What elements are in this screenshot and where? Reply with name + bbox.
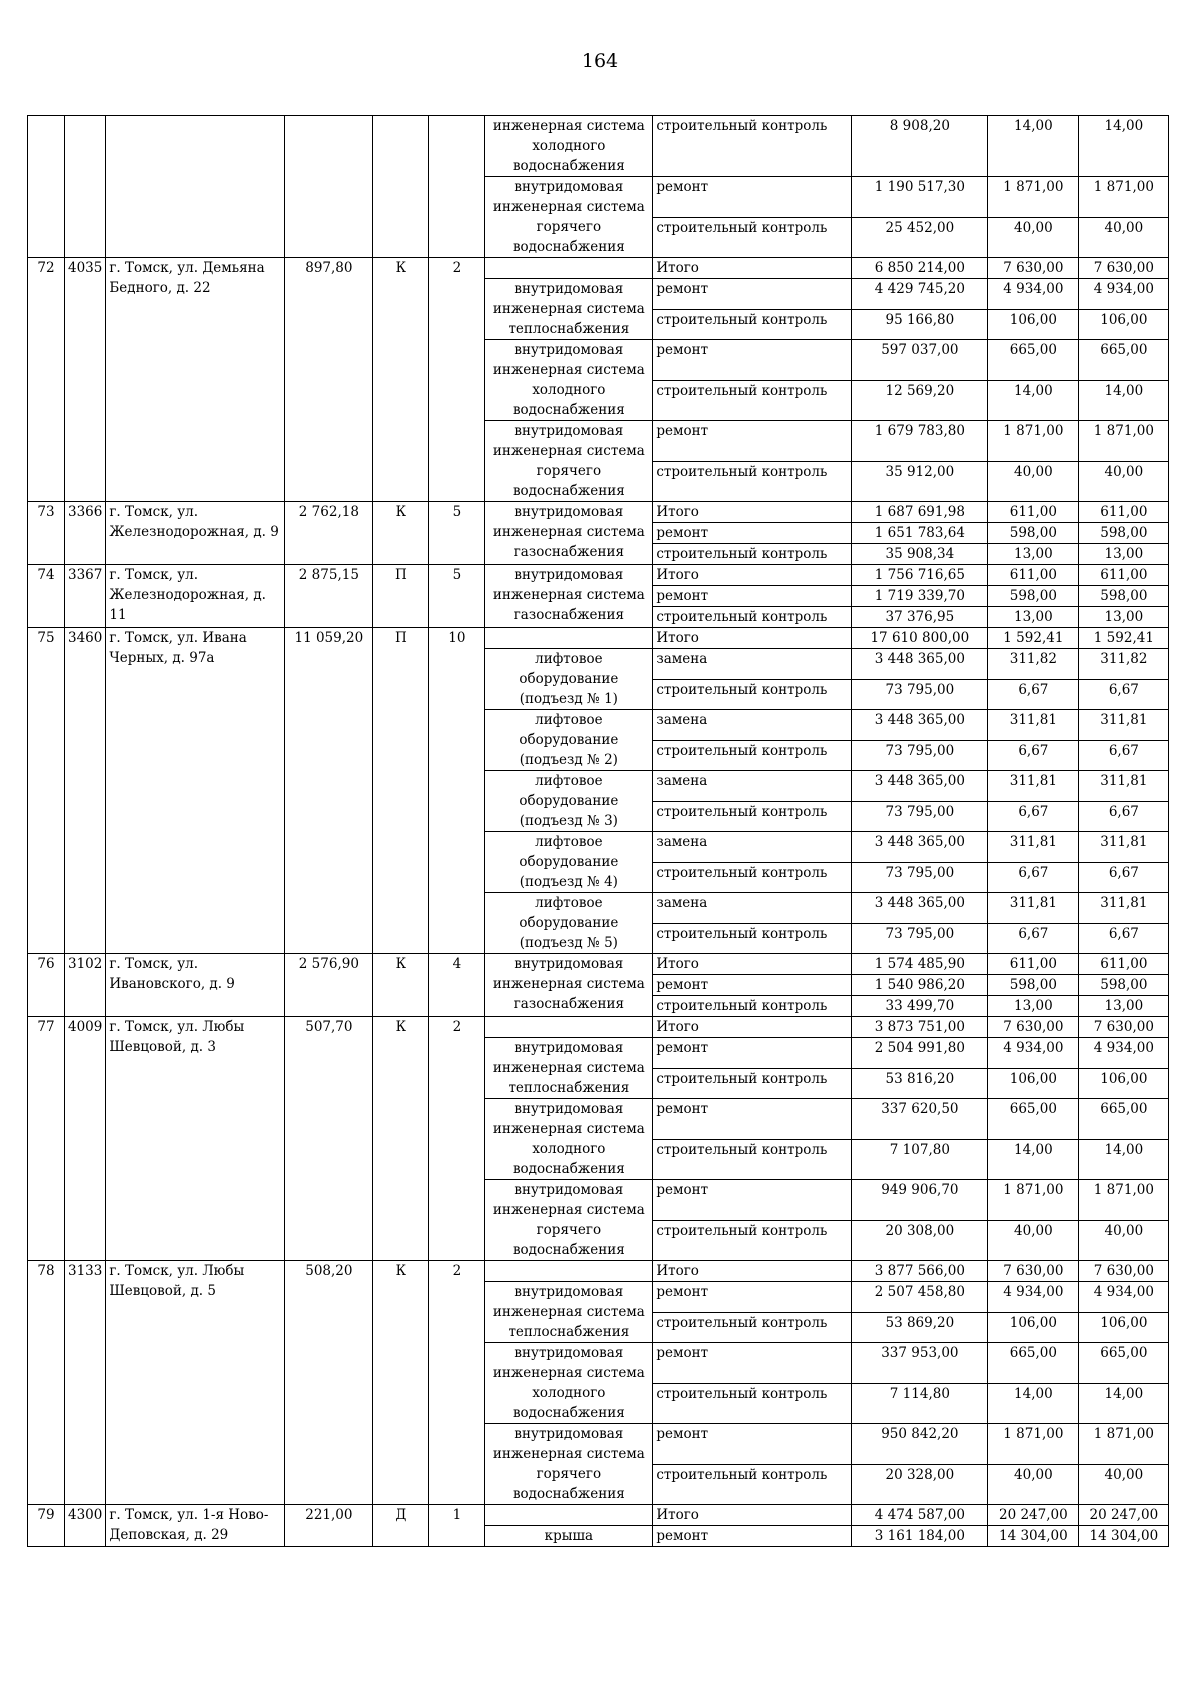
- work-type-cell: строительный контроль: [653, 679, 852, 710]
- element-cell: внутридомовая инженерная система холодного водоснабжения: [485, 1099, 653, 1180]
- cost-cell: 73 795,00: [852, 679, 988, 710]
- max-unit-cost-cell: 665,00: [1079, 1343, 1169, 1384]
- cost-cell: 12 569,20: [852, 380, 988, 421]
- cost-cell: 7 107,80: [852, 1139, 988, 1180]
- building-code-cell: 3367: [65, 565, 106, 628]
- max-unit-cost-cell: 14,00: [1079, 1383, 1169, 1424]
- cost-cell: 20 308,00: [852, 1220, 988, 1261]
- row-number-cell: 72: [28, 258, 65, 502]
- cost-cell: 35 908,34: [852, 544, 988, 565]
- unit-cost-cell: 1 871,00: [988, 1180, 1079, 1221]
- table-row: [28, 502, 1169, 523]
- max-unit-cost-cell: 106,00: [1079, 1312, 1169, 1343]
- max-unit-cost-cell: 14,00: [1079, 380, 1169, 421]
- cost-cell: 3 161 184,00: [852, 1526, 988, 1547]
- continued-cell: [65, 116, 106, 258]
- max-unit-cost-cell: 611,00: [1079, 565, 1169, 586]
- address-cell: г. Томск, ул. 1-я Ново-Деповская, д. 29: [106, 1505, 285, 1547]
- max-unit-cost-cell: 4 934,00: [1079, 1038, 1169, 1069]
- work-type-cell: строительный контроль: [653, 740, 852, 771]
- element-cell: внутридомовая инженерная система холодного водоснабжения: [485, 1343, 653, 1424]
- cost-cell: 3 448 365,00: [852, 649, 988, 680]
- cost-cell: 3 448 365,00: [852, 771, 988, 802]
- max-unit-cost-cell: 40,00: [1079, 217, 1169, 258]
- area-cell: 11 059,20: [285, 628, 373, 954]
- unit-cost-cell: 311,81: [988, 832, 1079, 863]
- max-unit-cost-cell: 6,67: [1079, 801, 1169, 832]
- unit-cost-cell: 4 934,00: [988, 1282, 1079, 1313]
- table-row: [28, 258, 1169, 279]
- address-cell: г. Томск, ул. Любы Шевцовой, д. 3: [106, 1017, 285, 1261]
- area-cell: 221,00: [285, 1505, 373, 1547]
- area-cell: 2 875,15: [285, 565, 373, 628]
- unit-cost-cell: 14 304,00: [988, 1526, 1079, 1547]
- unit-cost-cell: 14,00: [988, 380, 1079, 421]
- cost-cell: 73 795,00: [852, 801, 988, 832]
- work-type-cell: ремонт: [653, 177, 852, 218]
- cost-cell: 3 448 365,00: [852, 832, 988, 863]
- work-type-cell: строительный контроль: [653, 801, 852, 832]
- max-unit-cost-cell: 6,67: [1079, 679, 1169, 710]
- work-type-cell: Итого: [653, 628, 852, 649]
- max-unit-cost-cell: 311,82: [1079, 649, 1169, 680]
- repair-schedule-table: [27, 115, 1169, 1547]
- element-cell: внутридомовая инженерная система холодного водоснабжения: [485, 340, 653, 421]
- building-code-cell: 3366: [65, 502, 106, 565]
- unit-cost-cell: 665,00: [988, 1343, 1079, 1384]
- continued-cell: [28, 116, 65, 258]
- address-cell: г. Томск, ул. Железнодорожная, д. 11: [106, 565, 285, 628]
- row-number-cell: 79: [28, 1505, 65, 1547]
- element-cell: [485, 1261, 653, 1282]
- work-type-cell: Итого: [653, 1261, 852, 1282]
- row-number-cell: 75: [28, 628, 65, 954]
- unit-cost-cell: 6,67: [988, 679, 1079, 710]
- wall-material-cell: К: [373, 954, 429, 1017]
- element-cell: внутридомовая инженерная система горячего водоснабжения: [485, 1424, 653, 1505]
- work-type-cell: строительный контроль: [653, 1220, 852, 1261]
- max-unit-cost-cell: 13,00: [1079, 607, 1169, 628]
- area-cell: 2 576,90: [285, 954, 373, 1017]
- work-type-cell: Итого: [653, 954, 852, 975]
- element-cell: инженерная система холодного водоснабжения: [485, 116, 653, 177]
- work-type-cell: строительный контроль: [653, 217, 852, 258]
- cost-cell: 20 328,00: [852, 1464, 988, 1505]
- cost-cell: 337 620,50: [852, 1099, 988, 1140]
- area-cell: 897,80: [285, 258, 373, 502]
- unit-cost-cell: 598,00: [988, 523, 1079, 544]
- table-row: [28, 565, 1169, 586]
- continued-cell: [373, 116, 429, 258]
- work-type-cell: Итого: [653, 1505, 852, 1526]
- work-type-cell: ремонт: [653, 1424, 852, 1465]
- element-cell: [485, 1505, 653, 1526]
- work-type-cell: строительный контроль: [653, 309, 852, 340]
- work-type-cell: ремонт: [653, 1180, 852, 1221]
- work-type-cell: ремонт: [653, 1038, 852, 1069]
- area-cell: 2 762,18: [285, 502, 373, 565]
- element-cell: внутридомовая инженерная система горячего водоснабжения: [485, 1180, 653, 1261]
- cost-cell: 95 166,80: [852, 309, 988, 340]
- max-unit-cost-cell: 6,67: [1079, 923, 1169, 954]
- work-type-cell: ремонт: [653, 279, 852, 310]
- unit-cost-cell: 311,81: [988, 893, 1079, 924]
- unit-cost-cell: 13,00: [988, 607, 1079, 628]
- cost-cell: 1 719 339,70: [852, 586, 988, 607]
- unit-cost-cell: 106,00: [988, 1068, 1079, 1099]
- floors-cell: 2: [429, 1017, 485, 1261]
- work-type-cell: строительный контроль: [653, 923, 852, 954]
- max-unit-cost-cell: 1 592,41: [1079, 628, 1169, 649]
- work-type-cell: строительный контроль: [653, 862, 852, 893]
- unit-cost-cell: 14,00: [988, 1383, 1079, 1424]
- element-cell: [485, 628, 653, 649]
- max-unit-cost-cell: 1 871,00: [1079, 177, 1169, 218]
- cost-cell: 1 687 691,98: [852, 502, 988, 523]
- cost-cell: 3 448 365,00: [852, 710, 988, 741]
- unit-cost-cell: 311,81: [988, 771, 1079, 802]
- cost-cell: 2 507 458,80: [852, 1282, 988, 1313]
- building-code-cell: 3102: [65, 954, 106, 1017]
- max-unit-cost-cell: 6,67: [1079, 740, 1169, 771]
- cost-cell: 1 540 986,20: [852, 975, 988, 996]
- floors-cell: 5: [429, 502, 485, 565]
- address-cell: г. Томск, ул. Любы Шевцовой, д. 5: [106, 1261, 285, 1505]
- unit-cost-cell: 311,81: [988, 710, 1079, 741]
- address-cell: г. Томск, ул. Железнодорожная, д. 9: [106, 502, 285, 565]
- cost-cell: 2 504 991,80: [852, 1038, 988, 1069]
- table-row: [28, 116, 1169, 177]
- building-code-cell: 3460: [65, 628, 106, 954]
- wall-material-cell: П: [373, 628, 429, 954]
- row-number-cell: 74: [28, 565, 65, 628]
- unit-cost-cell: 6,67: [988, 801, 1079, 832]
- row-number-cell: 76: [28, 954, 65, 1017]
- unit-cost-cell: 1 871,00: [988, 1424, 1079, 1465]
- unit-cost-cell: 598,00: [988, 975, 1079, 996]
- work-type-cell: строительный контроль: [653, 116, 852, 177]
- unit-cost-cell: 13,00: [988, 544, 1079, 565]
- building-code-cell: 4035: [65, 258, 106, 502]
- cost-cell: 950 842,20: [852, 1424, 988, 1465]
- floors-cell: 10: [429, 628, 485, 954]
- table-row: [28, 628, 1169, 649]
- unit-cost-cell: 106,00: [988, 309, 1079, 340]
- cost-cell: 1 190 517,30: [852, 177, 988, 218]
- wall-material-cell: П: [373, 565, 429, 628]
- cost-cell: 73 795,00: [852, 923, 988, 954]
- wall-material-cell: К: [373, 1261, 429, 1505]
- unit-cost-cell: 6,67: [988, 923, 1079, 954]
- floors-cell: 2: [429, 1261, 485, 1505]
- work-type-cell: ремонт: [653, 975, 852, 996]
- cost-cell: 33 499,70: [852, 996, 988, 1017]
- max-unit-cost-cell: 13,00: [1079, 544, 1169, 565]
- floors-cell: 5: [429, 565, 485, 628]
- max-unit-cost-cell: 311,81: [1079, 832, 1169, 863]
- cost-cell: 597 037,00: [852, 340, 988, 381]
- row-number-cell: 73: [28, 502, 65, 565]
- work-type-cell: строительный контроль: [653, 1068, 852, 1099]
- max-unit-cost-cell: 665,00: [1079, 340, 1169, 381]
- max-unit-cost-cell: 311,81: [1079, 710, 1169, 741]
- address-cell: г. Томск, ул. Демьяна Бедного, д. 22: [106, 258, 285, 502]
- unit-cost-cell: 1 871,00: [988, 421, 1079, 462]
- wall-material-cell: Д: [373, 1505, 429, 1547]
- continued-cell: [429, 116, 485, 258]
- max-unit-cost-cell: 6,67: [1079, 862, 1169, 893]
- max-unit-cost-cell: 7 630,00: [1079, 1017, 1169, 1038]
- table-row: [28, 1017, 1169, 1038]
- work-type-cell: ремонт: [653, 1099, 852, 1140]
- unit-cost-cell: 40,00: [988, 1220, 1079, 1261]
- unit-cost-cell: 665,00: [988, 1099, 1079, 1140]
- element-cell: внутридомовая инженерная система газоснабжения: [485, 565, 653, 628]
- max-unit-cost-cell: 40,00: [1079, 461, 1169, 502]
- address-cell: г. Томск, ул. Ивана Черных, д. 97а: [106, 628, 285, 954]
- cost-cell: 37 376,95: [852, 607, 988, 628]
- row-number-cell: 78: [28, 1261, 65, 1505]
- table-row: [28, 1261, 1169, 1282]
- work-type-cell: строительный контроль: [653, 996, 852, 1017]
- cost-cell: 3 877 566,00: [852, 1261, 988, 1282]
- floors-cell: 1: [429, 1505, 485, 1547]
- page-number: 164: [581, 50, 619, 72]
- max-unit-cost-cell: 1 871,00: [1079, 1424, 1169, 1465]
- cost-cell: 53 869,20: [852, 1312, 988, 1343]
- cost-cell: 3 873 751,00: [852, 1017, 988, 1038]
- max-unit-cost-cell: 311,81: [1079, 771, 1169, 802]
- work-type-cell: ремонт: [653, 421, 852, 462]
- unit-cost-cell: 7 630,00: [988, 1017, 1079, 1038]
- building-code-cell: 4009: [65, 1017, 106, 1261]
- max-unit-cost-cell: 4 934,00: [1079, 279, 1169, 310]
- building-code-cell: 4300: [65, 1505, 106, 1547]
- max-unit-cost-cell: 14 304,00: [1079, 1526, 1169, 1547]
- max-unit-cost-cell: 598,00: [1079, 975, 1169, 996]
- cost-cell: 17 610 800,00: [852, 628, 988, 649]
- element-cell: лифтовое оборудование (подъезд № 3): [485, 771, 653, 832]
- unit-cost-cell: 13,00: [988, 996, 1079, 1017]
- cost-cell: 73 795,00: [852, 862, 988, 893]
- work-type-cell: Итого: [653, 502, 852, 523]
- element-cell: [485, 258, 653, 279]
- max-unit-cost-cell: 106,00: [1079, 1068, 1169, 1099]
- cost-cell: 53 816,20: [852, 1068, 988, 1099]
- floors-cell: 4: [429, 954, 485, 1017]
- cost-cell: 8 908,20: [852, 116, 988, 177]
- wall-material-cell: К: [373, 258, 429, 502]
- max-unit-cost-cell: 598,00: [1079, 586, 1169, 607]
- work-type-cell: строительный контроль: [653, 1383, 852, 1424]
- cost-cell: 3 448 365,00: [852, 893, 988, 924]
- cost-cell: 1 651 783,64: [852, 523, 988, 544]
- cost-cell: 1 574 485,90: [852, 954, 988, 975]
- cost-cell: 35 912,00: [852, 461, 988, 502]
- wall-material-cell: К: [373, 502, 429, 565]
- table-body: [28, 116, 1169, 1547]
- table-row: [28, 954, 1169, 975]
- work-type-cell: замена: [653, 710, 852, 741]
- work-type-cell: ремонт: [653, 1526, 852, 1547]
- work-type-cell: строительный контроль: [653, 544, 852, 565]
- cost-cell: 7 114,80: [852, 1383, 988, 1424]
- max-unit-cost-cell: 611,00: [1079, 502, 1169, 523]
- unit-cost-cell: 611,00: [988, 565, 1079, 586]
- unit-cost-cell: 40,00: [988, 461, 1079, 502]
- max-unit-cost-cell: 598,00: [1079, 523, 1169, 544]
- work-type-cell: ремонт: [653, 1343, 852, 1384]
- row-number-cell: 77: [28, 1017, 65, 1261]
- table-row: [28, 1505, 1169, 1526]
- work-type-cell: замена: [653, 771, 852, 802]
- element-cell: внутридомовая инженерная система горячего водоснабжения: [485, 421, 653, 502]
- max-unit-cost-cell: 13,00: [1079, 996, 1169, 1017]
- address-cell: г. Томск, ул. Ивановского, д. 9: [106, 954, 285, 1017]
- element-cell: лифтовое оборудование (подъезд № 1): [485, 649, 653, 710]
- unit-cost-cell: 1 592,41: [988, 628, 1079, 649]
- unit-cost-cell: 14,00: [988, 116, 1079, 177]
- unit-cost-cell: 7 630,00: [988, 1261, 1079, 1282]
- wall-material-cell: К: [373, 1017, 429, 1261]
- element-cell: [485, 1017, 653, 1038]
- unit-cost-cell: 1 871,00: [988, 177, 1079, 218]
- work-type-cell: строительный контроль: [653, 1139, 852, 1180]
- work-type-cell: замена: [653, 649, 852, 680]
- cost-cell: 4 429 745,20: [852, 279, 988, 310]
- cost-cell: 25 452,00: [852, 217, 988, 258]
- max-unit-cost-cell: 611,00: [1079, 954, 1169, 975]
- cost-cell: 6 850 214,00: [852, 258, 988, 279]
- element-cell: внутридомовая инженерная система теплоснабжения: [485, 1038, 653, 1099]
- max-unit-cost-cell: 106,00: [1079, 309, 1169, 340]
- work-type-cell: Итого: [653, 565, 852, 586]
- work-type-cell: строительный контроль: [653, 1464, 852, 1505]
- unit-cost-cell: 7 630,00: [988, 258, 1079, 279]
- continued-cell: [285, 116, 373, 258]
- max-unit-cost-cell: 665,00: [1079, 1099, 1169, 1140]
- unit-cost-cell: 20 247,00: [988, 1505, 1079, 1526]
- unit-cost-cell: 106,00: [988, 1312, 1079, 1343]
- work-type-cell: замена: [653, 832, 852, 863]
- unit-cost-cell: 6,67: [988, 740, 1079, 771]
- work-type-cell: замена: [653, 893, 852, 924]
- max-unit-cost-cell: 311,81: [1079, 893, 1169, 924]
- area-cell: 508,20: [285, 1261, 373, 1505]
- unit-cost-cell: 40,00: [988, 217, 1079, 258]
- cost-cell: 73 795,00: [852, 740, 988, 771]
- work-type-cell: Итого: [653, 258, 852, 279]
- building-code-cell: 3133: [65, 1261, 106, 1505]
- unit-cost-cell: 311,82: [988, 649, 1079, 680]
- work-type-cell: строительный контроль: [653, 1312, 852, 1343]
- cost-cell: 4 474 587,00: [852, 1505, 988, 1526]
- max-unit-cost-cell: 40,00: [1079, 1464, 1169, 1505]
- floors-cell: 2: [429, 258, 485, 502]
- work-type-cell: ремонт: [653, 523, 852, 544]
- unit-cost-cell: 40,00: [988, 1464, 1079, 1505]
- element-cell: лифтовое оборудование (подъезд № 5): [485, 893, 653, 954]
- cost-cell: 1 756 716,65: [852, 565, 988, 586]
- unit-cost-cell: 4 934,00: [988, 1038, 1079, 1069]
- unit-cost-cell: 4 934,00: [988, 279, 1079, 310]
- work-type-cell: строительный контроль: [653, 380, 852, 421]
- max-unit-cost-cell: 14,00: [1079, 116, 1169, 177]
- work-type-cell: Итого: [653, 1017, 852, 1038]
- work-type-cell: строительный контроль: [653, 607, 852, 628]
- element-cell: внутридомовая инженерная система газоснабжения: [485, 502, 653, 565]
- work-type-cell: ремонт: [653, 1282, 852, 1313]
- element-cell: внутридомовая инженерная система теплоснабжения: [485, 279, 653, 340]
- work-type-cell: ремонт: [653, 586, 852, 607]
- unit-cost-cell: 611,00: [988, 502, 1079, 523]
- unit-cost-cell: 665,00: [988, 340, 1079, 381]
- element-cell: внутридомовая инженерная система теплоснабжения: [485, 1282, 653, 1343]
- element-cell: лифтовое оборудование (подъезд № 2): [485, 710, 653, 771]
- area-cell: 507,70: [285, 1017, 373, 1261]
- element-cell: внутридомовая инженерная система горячего водоснабжения: [485, 177, 653, 258]
- continued-cell: [106, 116, 285, 258]
- element-cell: лифтовое оборудование (подъезд № 4): [485, 832, 653, 893]
- max-unit-cost-cell: 40,00: [1079, 1220, 1169, 1261]
- max-unit-cost-cell: 7 630,00: [1079, 1261, 1169, 1282]
- unit-cost-cell: 611,00: [988, 954, 1079, 975]
- max-unit-cost-cell: 1 871,00: [1079, 1180, 1169, 1221]
- work-type-cell: ремонт: [653, 340, 852, 381]
- max-unit-cost-cell: 14,00: [1079, 1139, 1169, 1180]
- max-unit-cost-cell: 1 871,00: [1079, 421, 1169, 462]
- element-cell: крыша: [485, 1526, 653, 1547]
- unit-cost-cell: 598,00: [988, 586, 1079, 607]
- max-unit-cost-cell: 7 630,00: [1079, 258, 1169, 279]
- max-unit-cost-cell: 4 934,00: [1079, 1282, 1169, 1313]
- unit-cost-cell: 14,00: [988, 1139, 1079, 1180]
- max-unit-cost-cell: 20 247,00: [1079, 1505, 1169, 1526]
- cost-cell: 949 906,70: [852, 1180, 988, 1221]
- unit-cost-cell: 6,67: [988, 862, 1079, 893]
- cost-cell: 337 953,00: [852, 1343, 988, 1384]
- cost-cell: 1 679 783,80: [852, 421, 988, 462]
- element-cell: внутридомовая инженерная система газоснабжения: [485, 954, 653, 1017]
- work-type-cell: строительный контроль: [653, 461, 852, 502]
